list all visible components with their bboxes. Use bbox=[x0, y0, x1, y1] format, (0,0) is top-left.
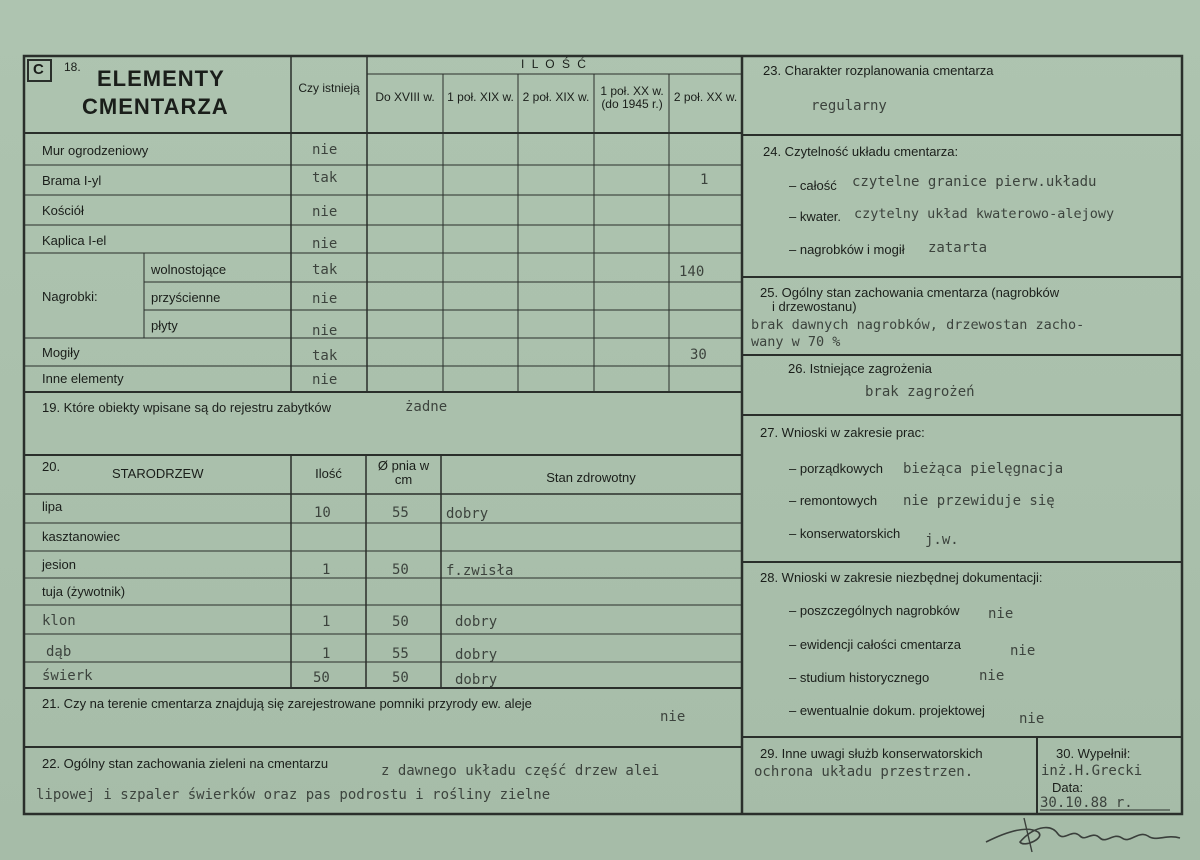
s20-col-qty: Ilość bbox=[315, 466, 342, 481]
s30-label: 30. Wypełnił: bbox=[1056, 746, 1131, 761]
element-exists: tak bbox=[312, 262, 338, 278]
element-label: Brama I-yl bbox=[42, 173, 102, 188]
element-exists: nie bbox=[312, 142, 338, 158]
element-label: przyścienne bbox=[151, 290, 221, 305]
s29-label: 29. Inne uwagi służb konserwatorskich bbox=[760, 746, 983, 761]
s19-value: żadne bbox=[405, 399, 448, 415]
tree-health: dobry bbox=[455, 672, 498, 688]
s25-value-line2: wany w 70 % bbox=[751, 334, 841, 350]
s24-item-value: czytelny układ kwaterowo-alejowy bbox=[854, 206, 1115, 222]
s21-label: 21. Czy na terenie cmentarza znajdują się zarejestrowane pomniki przyrody ew. aleje bbox=[42, 696, 532, 711]
nagrobki-label: Nagrobki: bbox=[42, 289, 98, 304]
s27-label: 27. Wnioski w zakresie prac: bbox=[760, 425, 925, 440]
qty-col-3: 2 poł. XIX w. bbox=[522, 90, 590, 104]
s24-item-label: – nagrobków i mogił bbox=[789, 242, 905, 257]
s27-item-value: bieżąca pielęgnacja bbox=[903, 461, 1064, 477]
element-label: Inne elementy bbox=[42, 371, 124, 386]
element-label: Kościół bbox=[42, 203, 84, 218]
s28-item-label: – ewentualnie dokum. projektowej bbox=[789, 703, 985, 718]
s18-number: 18. bbox=[64, 60, 81, 74]
s24-item-value: czytelne granice pierw.układu bbox=[852, 174, 1097, 190]
s22-value-line2: lipowej i szpaler świerków oraz pas podrostu i rośliny zielne bbox=[36, 787, 551, 803]
s24-item-label: – kwater. bbox=[789, 209, 842, 224]
s25-value-line1: brak dawnych nagrobków, drzewostan zacho- bbox=[751, 317, 1085, 333]
s24-label: 24. Czytelność układu cmentarza: bbox=[763, 144, 959, 159]
s25-label-line2: i drzewostanu) bbox=[772, 299, 857, 314]
s18-title-line2: CMENTARZA bbox=[82, 94, 229, 119]
qty-col-5: 2 poł. XX w. bbox=[673, 90, 738, 104]
s28-item-label: – ewidencji całości cmentarza bbox=[789, 637, 961, 652]
s18-title-line1: ELEMENTY bbox=[97, 66, 225, 91]
tree-qty: 50 bbox=[313, 670, 330, 686]
tree-diameter: 50 bbox=[392, 562, 409, 578]
s28-item-label: – poszczególnych nagrobków bbox=[789, 603, 960, 618]
tree-qty: 10 bbox=[314, 505, 331, 521]
s27-item-value: nie przewiduje się bbox=[903, 493, 1055, 509]
s25-label-line1: 25. Ogólny stan zachowania cmentarza (nagrobków bbox=[760, 285, 1060, 300]
section-letter: C bbox=[33, 61, 44, 78]
tree-qty: 1 bbox=[322, 646, 331, 662]
qty-col-2: 1 poł. XIX w. bbox=[447, 90, 514, 104]
tree-name: jesion bbox=[42, 557, 76, 572]
tree-diameter: 50 bbox=[392, 670, 409, 686]
element-exists: nie bbox=[312, 372, 338, 388]
qty-col-1: Do XVIII w. bbox=[375, 90, 435, 104]
s28-item-value: nie bbox=[1010, 643, 1036, 659]
s28-item-value: nie bbox=[988, 606, 1014, 622]
element-exists: nie bbox=[312, 236, 338, 252]
signature bbox=[980, 808, 1190, 856]
s26-value: brak zagrożeń bbox=[865, 384, 975, 400]
s27-item-value: j.w. bbox=[925, 532, 959, 548]
element-qty-2pol-xx: 30 bbox=[690, 347, 707, 363]
s24-item-value: zatarta bbox=[928, 240, 988, 256]
element-exists: nie bbox=[312, 291, 338, 307]
tree-health: f.zwisła bbox=[446, 563, 514, 579]
tree-diameter: 50 bbox=[392, 614, 409, 630]
s28-item-label: – studium historycznego bbox=[789, 670, 930, 685]
tree-name: klon bbox=[42, 613, 76, 629]
s23-label: 23. Charakter rozplanowania cmentarza bbox=[763, 63, 994, 78]
tree-diameter: 55 bbox=[392, 646, 409, 662]
s27-item-label: – konserwatorskich bbox=[789, 526, 901, 541]
s30-name: inż.H.Grecki bbox=[1041, 763, 1143, 779]
s28-item-value: nie bbox=[1019, 711, 1045, 727]
tree-health: dobry bbox=[455, 614, 498, 630]
tree-name: tuja (żywotnik) bbox=[42, 584, 126, 599]
s20-col-diameter: Ø pnia w cm bbox=[377, 458, 430, 487]
element-label: Kaplica I-el bbox=[42, 233, 107, 248]
s22-value-line1: z dawnego układu część drzew alei bbox=[381, 763, 660, 779]
s21-value: nie bbox=[660, 709, 686, 725]
element-label: Mogiły bbox=[42, 345, 80, 360]
col-exists-header: Czy istnieją bbox=[298, 81, 360, 95]
element-exists: tak bbox=[312, 348, 338, 364]
s23-value: regularny bbox=[811, 98, 887, 114]
tree-qty: 1 bbox=[322, 562, 331, 578]
qty-col-4: 1 poł. XX w. (do 1945 r.) bbox=[600, 84, 664, 111]
s24-item-label: – całość bbox=[789, 178, 837, 193]
element-exists: nie bbox=[312, 204, 338, 220]
s20-number: 20. bbox=[42, 459, 61, 474]
element-qty-2pol-xx: 140 bbox=[679, 264, 705, 280]
tree-name: świerk bbox=[42, 668, 93, 684]
tree-name: dąb bbox=[46, 644, 72, 660]
s30-date: 30.10.88 r. bbox=[1040, 795, 1133, 811]
element-label: wolnostojące bbox=[151, 262, 227, 277]
tree-health: dobry bbox=[446, 506, 489, 522]
tree-qty: 1 bbox=[322, 614, 331, 630]
tree-diameter: 55 bbox=[392, 505, 409, 521]
tree-health: dobry bbox=[455, 647, 498, 663]
element-qty-2pol-xx: 1 bbox=[700, 172, 709, 188]
s28-item-value: nie bbox=[979, 668, 1005, 684]
s22-label: 22. Ogólny stan zachowania zieleni na cmentarzu bbox=[42, 756, 329, 771]
qty-header: I L O Ś Ć bbox=[521, 57, 588, 71]
s26-label: 26. Istniejące zagrożenia bbox=[788, 361, 932, 376]
tree-name: lipa bbox=[42, 499, 63, 514]
s27-item-label: – porządkowych bbox=[789, 461, 883, 476]
element-exists: nie bbox=[312, 323, 338, 339]
tree-name: kasztanowiec bbox=[42, 529, 121, 544]
s28-label: 28. Wnioski w zakresie niezbędnej dokumentacji: bbox=[760, 570, 1043, 585]
s20-col-health: Stan zdrowotny bbox=[546, 470, 636, 485]
element-label: Mur ogrodzeniowy bbox=[42, 143, 149, 158]
element-exists: tak bbox=[312, 170, 338, 186]
s29-value: ochrona układu przestrzen. bbox=[754, 764, 974, 780]
s20-title: STARODRZEW bbox=[112, 466, 204, 481]
s19-label: 19. Które obiekty wpisane są do rejestru zabytków bbox=[42, 400, 332, 415]
element-label: płyty bbox=[151, 318, 178, 333]
s30-date-label: Data: bbox=[1052, 780, 1084, 795]
s27-item-label: – remontowych bbox=[789, 493, 878, 508]
